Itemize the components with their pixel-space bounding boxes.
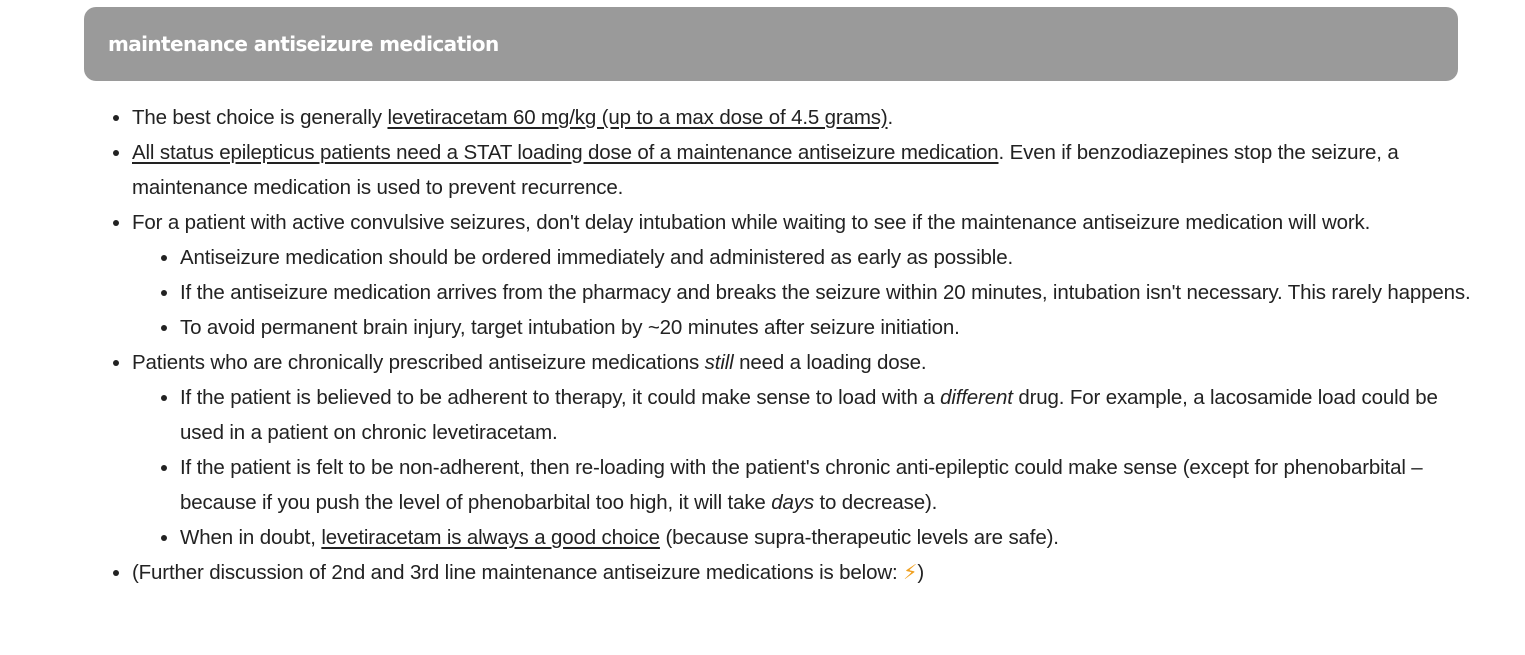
levetiracetam-dose-link[interactable]: levetiracetam 60 mg/kg (up to a max dose of 4.5 grams) [387,106,888,129]
sub-list-item: • Antiseizure medication should be ordered immediately and administered as early as possible. [180,240,1484,275]
content-body [84,100,1484,590]
bullet-list [84,100,1484,590]
section-header[interactable] [84,7,1458,81]
sub-list-item: • When in doubt, levetiracetam is always a good choice (because supra-therapeutic levels are safe). [180,520,1484,555]
lightning-icon[interactable]: ⚡ [903,561,918,584]
emphasis: different [940,386,1013,409]
list-item: • Patients who are chronically prescribed antiseizure medications still need a loading dose. • If the patient is believed to be adherent to therapy, it could make sense to load with a different drug. For example, a lacosamide load could be used in a patient on chronic levetiracetam. • If the patient is felt to be non-adherent, then re-loading with the patient's chronic anti-epileptic could make sense (except for phenobarbital – because if you push the level of phenobarbital too high, it will take days to decrease). • When in doubt, levetiracetam is always a good choice (because supra-therapeutic levels are safe). [132,345,1484,555]
sub-list-item: • If the patient is felt to be non-adherent, then re-loading with the patient's chronic anti-epileptic could make sense (except for phenobarbital – because if you push the level of phenobarbital too high, it will take days to decrease). [180,450,1484,520]
section-title: maintenance antiseizure medication [108,32,499,56]
sub-list-item: • If the antiseizure medication arrives from the pharmacy and breaks the seizure within 20 minutes, intubation isn't necessary. This rarely happens. [180,275,1484,310]
stat-loading-dose-link[interactable]: All status epilepticus patients need a STAT loading dose of a maintenance antiseizure medication [132,141,999,164]
levetiracetam-good-choice-link[interactable]: levetiracetam is always a good choice [321,526,660,549]
list-item: • For a patient with active convulsive seizures, don't delay intubation while waiting to see if the maintenance antiseizure medication will work. • Antiseizure medication should be ordered immediately and administered as early as possible. • If the antiseizure medication arrives from the pharmacy and breaks the seizure within 20 minutes, intubation isn't necessary. This rarely happens. • To avoid permanent brain injury, target intubation by ~20 minutes after seizure initiation. [132,205,1484,345]
sub-list-item: • To avoid permanent brain injury, target intubation by ~20 minutes after seizure initiation. [180,310,1484,345]
emphasis: days [771,491,814,514]
list-item: • All status epilepticus patients need a STAT loading dose of a maintenance antiseizure medication. Even if benzodiazepines stop the seizure, a maintenance medication is used to prevent recurrence. [132,135,1484,205]
list-item: • (Further discussion of 2nd and 3rd line maintenance antiseizure medications is below: ⚡) [132,555,1484,590]
sub-list [132,240,1484,345]
emphasis: still [704,351,734,374]
sub-list [132,380,1484,555]
sub-list-item: • If the patient is believed to be adherent to therapy, it could make sense to load with a different drug. For example, a lacosamide load could be used in a patient on chronic levetiracetam. [180,380,1484,450]
list-item: • The best choice is generally levetiracetam 60 mg/kg (up to a max dose of 4.5 grams). [132,100,1484,135]
